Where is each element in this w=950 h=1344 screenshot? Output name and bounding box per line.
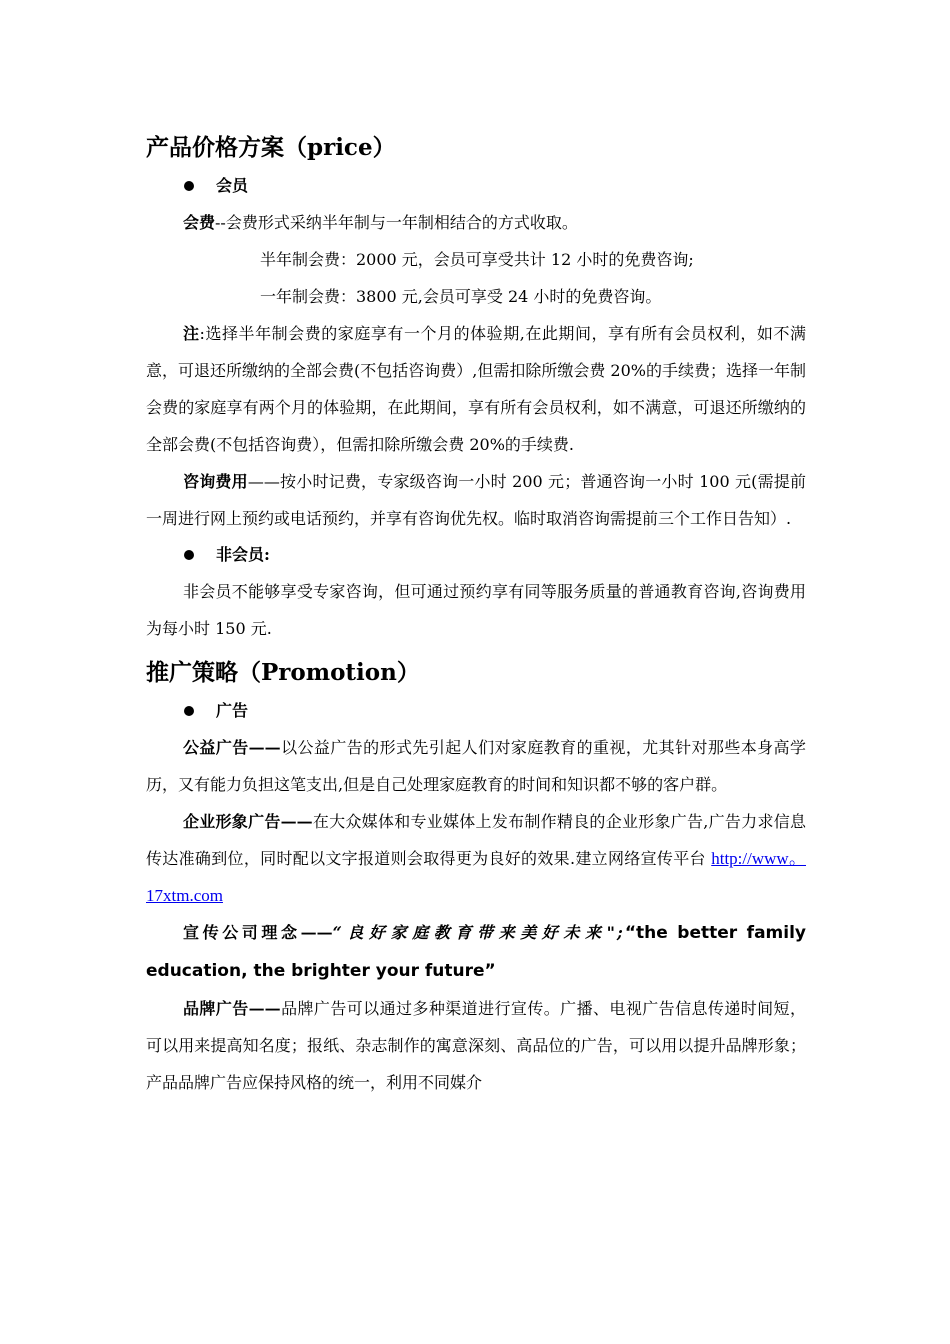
concept-label: 宣传公司理念——: [183, 923, 333, 942]
full-year-fee: 一年制会费：3800 元,会员可享受 24 小时的免费咨询。: [260, 287, 662, 306]
bullet-label: 会员: [216, 176, 249, 195]
page-content: [146, 128, 806, 1101]
consult-label: 咨询费用: [183, 472, 248, 491]
consult-paragraph: [146, 463, 806, 537]
note-label: 注: [183, 324, 200, 343]
public-ad-text: 以公益广告的形式先引起人们对家庭教育的重视，尤其针对那些本身高学历，又有能力负担这笔支出,但是自己处理家庭教育的时间和知识都不够的客户群。: [146, 738, 806, 794]
concept-english: “the better family education, the brighter your future”: [146, 923, 806, 981]
bullet-dot-icon: [184, 706, 194, 716]
half-year-fee: 半年制会费：2000 元，会员可享受共计 12 小时的免费咨询;: [260, 250, 694, 269]
bullet-label: 广告: [216, 701, 249, 720]
brand-ad-text: 品牌广告可以通过多种渠道进行宣传。广播、电视广告信息传递时间短，可以用来提高知名度；报纸、杂志制作的寓意深刻、高品位的广告，可以用以提升品牌形象；产品品牌广告应保持风格的统一，利用不同媒介: [146, 999, 806, 1092]
nonmember-paragraph: 非会员不能够享受专家咨询，但可通过预约享有同等服务质量的普通教育咨询,咨询费用为每小时 150 元.: [146, 582, 806, 638]
concept-paragraph: [146, 914, 806, 990]
consult-text: ——按小时记费，专家级咨询一小时 200 元；普通咨询一小时 100 元(需提前一周进行网上预约或电话预约，并享有咨询优先权。临时取消咨询需提前三个工作日告知）.: [146, 472, 806, 528]
concept-slogan: “良好家庭教育带来美好未来";: [332, 923, 625, 942]
bullet-label: 非会员:: [216, 545, 270, 564]
public-ad-paragraph: [146, 729, 806, 803]
bullet-dot-icon: [184, 181, 194, 191]
bullet-nonmember: [146, 537, 806, 573]
brand-ad-paragraph: [146, 990, 806, 1101]
bullet-member: [146, 168, 806, 204]
brand-ad-label: 品牌广告——: [183, 999, 281, 1018]
note-paragraph: [146, 315, 806, 463]
promotion-heading: 推广策略（Promotion）: [146, 659, 420, 686]
public-ad-label: 公益广告——: [183, 738, 281, 757]
bullet-ad: [146, 693, 806, 729]
website-link[interactable]: http://www。17xtm.com: [146, 849, 806, 905]
bullet-dot-icon: [184, 550, 194, 560]
price-heading: 产品价格方案（price）: [146, 134, 396, 161]
fee-label: 会费: [183, 213, 216, 232]
note-text: :选择半年制会费的家庭享有一个月的体验期,在此期间，享有所有会员权利，如不满意，可退还所缴纳的全部会费(不包括咨询费）,但需扣除所缴会费 20%的手续费；选择一年制会费的家庭享有两个月的体验期，在此期间，享有所有会员权利，如不满意，可退还所缴纳的全部会费(不包括咨询费），但需扣除所缴会费 20%的手续费.: [146, 324, 806, 454]
fee-paragraph: [146, 204, 806, 241]
corp-ad-text: 在大众媒体和专业媒体上发布制作精良的企业形象广告,广告力求信息传达准确到位，同时配以文字报道则会取得更为良好的效果.建立网络宣传平台: [146, 812, 806, 868]
fee-text: --会费形式采纳半年制与一年制相结合的方式收取。: [215, 213, 578, 232]
corp-ad-label: 企业形象广告——: [183, 812, 313, 831]
corp-ad-paragraph: [146, 803, 806, 914]
